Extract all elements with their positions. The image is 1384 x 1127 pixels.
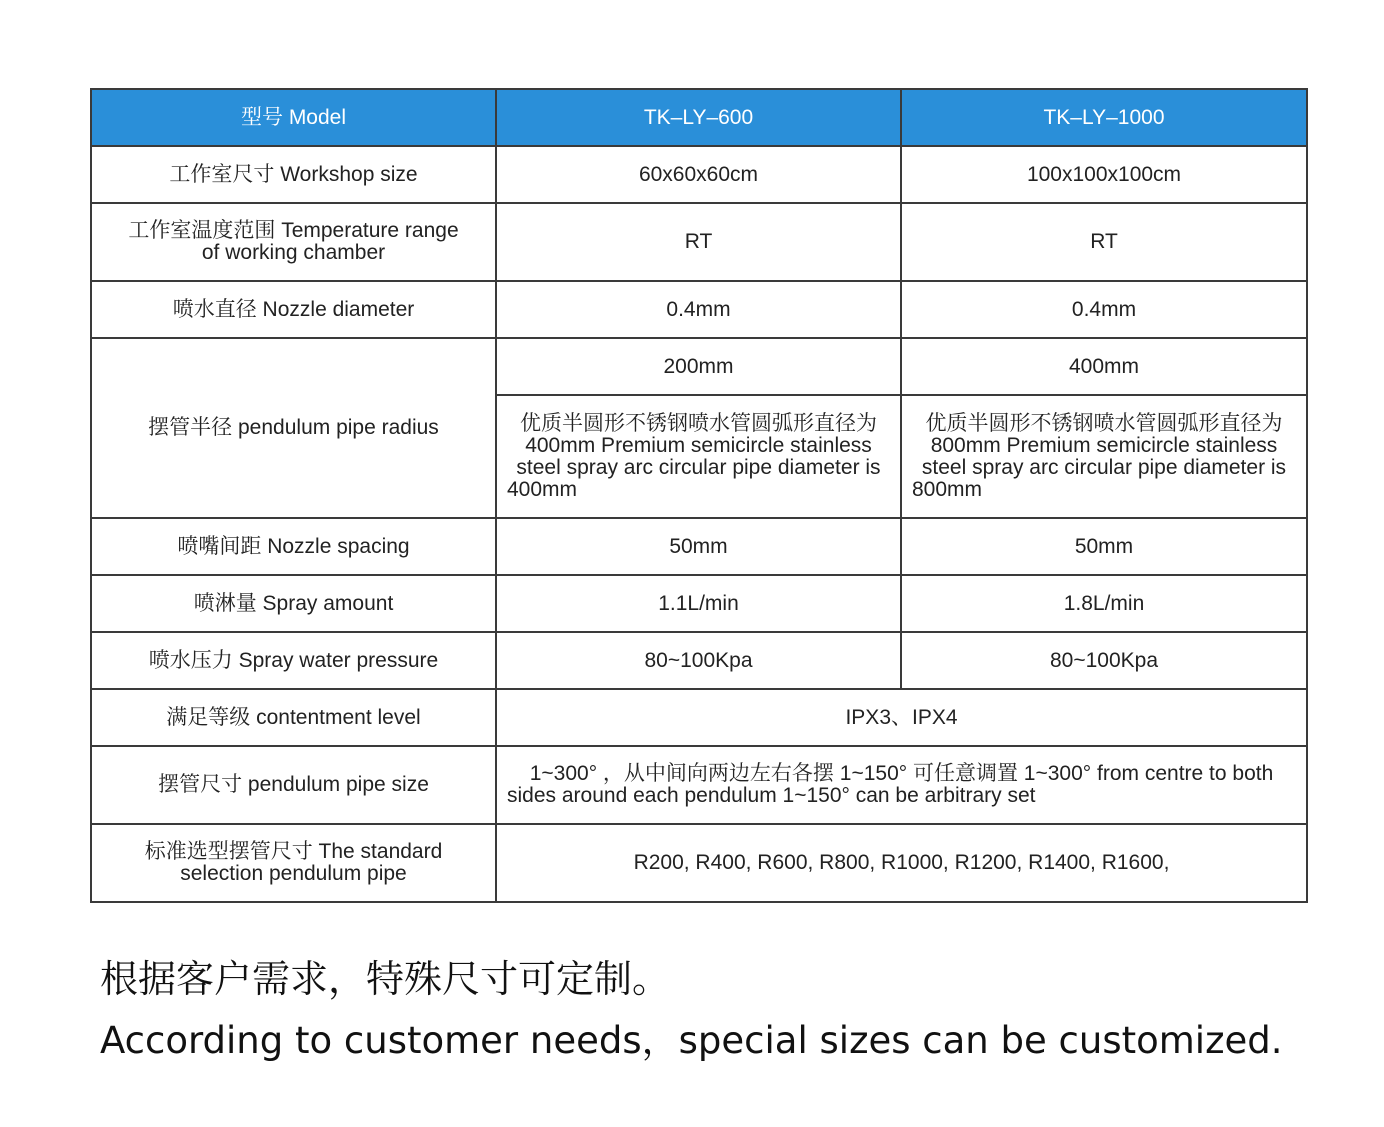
header-row [91,89,1307,146]
temperature-label-line2: of working chamber [201,241,386,264]
nozzle-diameter-value-1: 0.4mm [496,281,901,338]
header-model: 型号 Model [91,89,496,146]
table-row [91,518,1307,575]
workshop-value-2: 100x100x100cm [901,146,1307,203]
table-row [91,146,1307,203]
nozzle-diameter-label: 喷水直径 Nozzle diameter [91,281,496,338]
pipe-size-value: 1~300° ，从中间向两边左右各摆 1~150° 可任意调置 1~300° from centre to both sides around each pendulum 1~150° can be arbitrary set [496,746,1307,824]
contentment-label: 满足等级 contentment level [91,689,496,746]
table-row [91,338,1307,395]
nozzle-spacing-label: 喷嘴间距 Nozzle spacing [91,518,496,575]
spray-pressure-label: 喷水压力 Spray water pressure [91,632,496,689]
footer-note-chinese: 根据客户需求，特殊尺寸可定制。 [100,957,671,1001]
nozzle-spacing-value-1: 50mm [496,518,901,575]
standard-selection-value: R200, R400, R600, R800, R1000, R1200, R1400, R1600, [496,824,1307,902]
spec-table [90,88,1308,903]
pendulum-radius-value-2: 400mm [901,338,1307,395]
pendulum-radius-label: 摆管半径 pendulum pipe radius [91,338,496,518]
temperature-value-1: RT [496,203,901,281]
spray-amount-value-1: 1.1L/min [496,575,901,632]
temperature-value-2: RT [901,203,1307,281]
workshop-label: 工作室尺寸 Workshop size [91,146,496,203]
footer-note-english: According to customer needs，special sizes can be customized. [100,1019,1283,1062]
temperature-label [91,203,496,281]
standard-selection-label [91,824,496,902]
table-row [91,824,1307,902]
pendulum-radius-desc-1: 优质半圆形不锈钢喷水管圆弧形直径为 400mm Premium semicircle stainless steel spray arc circular pipe diameter is 400mm [496,395,901,518]
spray-amount-value-2: 1.8L/min [901,575,1307,632]
spray-pressure-value-2: 80~100Kpa [901,632,1307,689]
table-row [91,689,1307,746]
table-row [91,632,1307,689]
spray-pressure-value-1: 80~100Kpa [496,632,901,689]
temperature-label-line1: 工作室温度范围 Temperature range [128,219,459,242]
table-row [91,575,1307,632]
standard-selection-label-line2: selection pendulum pipe [180,862,407,885]
table-row [91,281,1307,338]
nozzle-spacing-value-2: 50mm [901,518,1307,575]
workshop-value-1: 60x60x60cm [496,146,901,203]
header-model-2: TK–LY–1000 [901,89,1307,146]
contentment-value: IPX3、IPX4 [496,689,1307,746]
standard-selection-label-line1: 标准选型摆管尺寸 The standard [144,840,443,863]
pendulum-radius-value-1: 200mm [496,338,901,395]
nozzle-diameter-value-2: 0.4mm [901,281,1307,338]
table-row [91,203,1307,281]
spray-amount-label: 喷淋量 Spray amount [91,575,496,632]
pendulum-radius-desc-2: 优质半圆形不锈钢喷水管圆弧形直径为 800mm Premium semicircle stainless steel spray arc circular pipe diameter is 800mm [901,395,1307,518]
header-model-1: TK–LY–600 [496,89,901,146]
pipe-size-label: 摆管尺寸 pendulum pipe size [91,746,496,824]
table-row [91,746,1307,824]
